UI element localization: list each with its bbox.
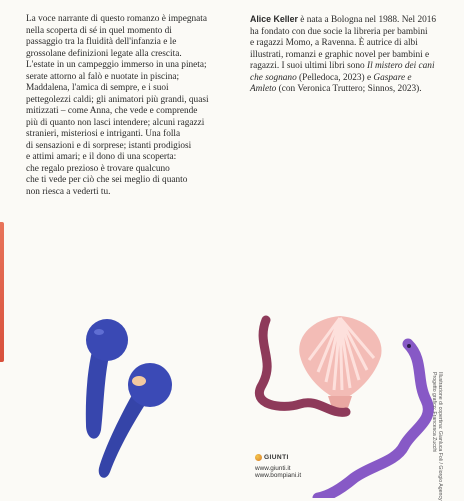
- blurb-line: non riesca a vederti tu.: [26, 186, 111, 197]
- bio-line: Amleto (con Veronica Truttero; Sinnos, 2023).: [250, 84, 422, 94]
- blurb-line: nella scoperta di sé in quel momento di: [26, 25, 172, 36]
- cover-credits: [423, 372, 443, 501]
- author-name: Alice Keller: [250, 14, 298, 24]
- giunti-logo-icon: [255, 454, 262, 461]
- blurb-line: grossolane definizioni legate alla crescita.: [26, 48, 182, 59]
- blurb-line: passaggio tra la fluidità dell'infanzia e le: [26, 37, 177, 47]
- blurb-line: di sensazioni e di sorprese; istanti prodigiosi: [26, 140, 192, 151]
- bio-line: illustrati, romanzi e graphic novel per bambini e: [250, 49, 430, 60]
- bio-line: ragazzi. I suoi ultimi libri sono Il mistero dei cani: [250, 61, 435, 71]
- blurb-line: più di quanto non lasci intendere; alcuni ragazzi: [26, 117, 205, 128]
- blurb-line: serate attorno al falò e nuotate in piscina;: [26, 71, 180, 82]
- publisher-logo: [255, 454, 301, 462]
- book-title: Amleto: [250, 84, 277, 94]
- book-title: Gaspare e: [373, 72, 412, 83]
- blurb-line: La voce narrante di questo romanzo è impegnata: [26, 14, 207, 24]
- blurb-line: che regalo prezioso è trovare qualcuno: [26, 163, 170, 174]
- blurb-line: pettegolezzi caldi; gli animatori più grandi, quasi: [26, 94, 209, 105]
- bio-line: che sognano (Pelledoca, 2023) e Gaspare e: [250, 72, 412, 83]
- credit-line: Illustrazione di copertina: Gianluca Foli / Giorgio Agency: [437, 372, 443, 501]
- bio-line: ha fondato con due socie la libreria per bambini: [250, 26, 428, 37]
- publisher-block: [255, 454, 301, 480]
- blurb-line: stranieri, misteriosi e intriganti. Una folla: [26, 129, 181, 139]
- publisher-url[interactable]: www.giunti.it: [255, 464, 291, 472]
- bio-line: Alice Keller è nata a Bologna nel 1988. Nel 2016: [250, 14, 437, 25]
- blurb-line: che ti vede per ciò che sei meglio di quanto: [26, 175, 188, 185]
- blurb-line: mitizzati – come Anna, che vede e comprende: [26, 106, 198, 116]
- earbud-right-illustration: [99, 363, 172, 478]
- book-title: Il mistero dei cani: [366, 61, 435, 71]
- seashell-illustration: [299, 316, 381, 408]
- blurb-line: Maddalena, l'amica di sempre, e i suoi: [26, 83, 169, 93]
- publisher-logo-text: GIUNTI: [264, 454, 289, 461]
- book-title: che sognano: [250, 72, 297, 83]
- blurb-line: e attimi amari; e il dono di una scoperta:: [26, 152, 177, 162]
- publisher-url[interactable]: www.bompiani.it: [255, 472, 302, 480]
- credit-line: Progetto grafico: Francesca Zucchi: [430, 372, 437, 453]
- bio-line: e ragazzi Momo, a Ravenna. È autrice di albi: [250, 38, 418, 48]
- blurb-line: L'estate in un campeggio immerso in una pineta;: [26, 60, 207, 70]
